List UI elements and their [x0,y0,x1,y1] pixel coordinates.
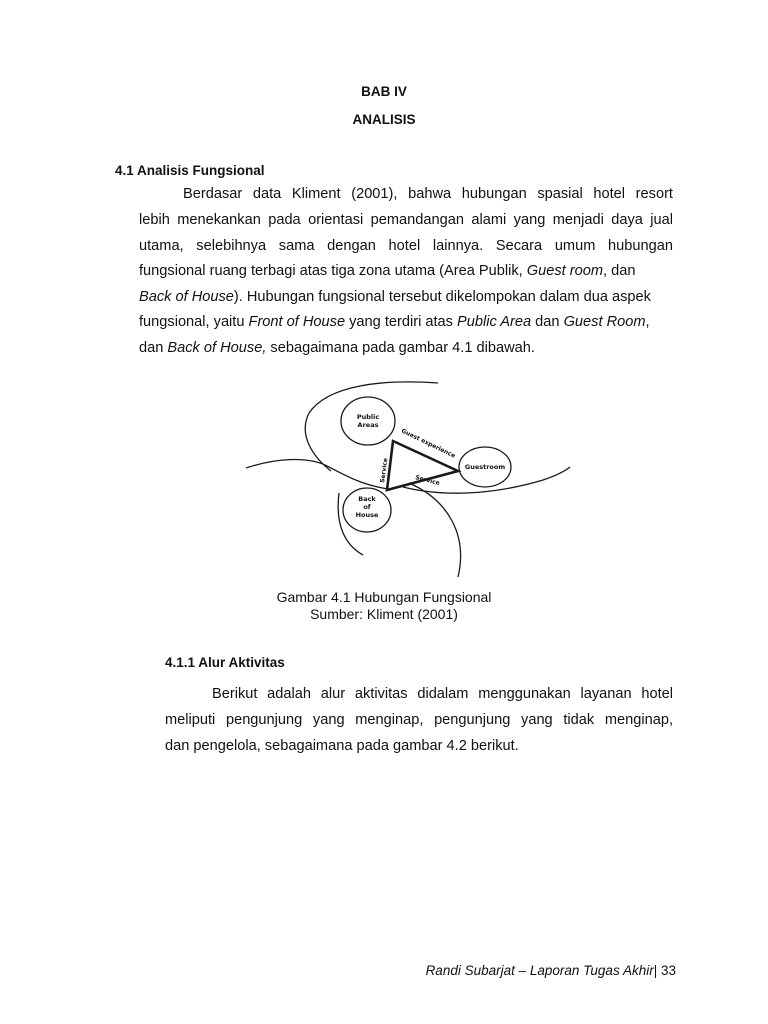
footer-author-report: Randi Subarjat – Laporan Tugas Akhir [425,963,654,978]
footer-separator: | [653,963,661,978]
paragraph-line: fungsional ruang terbagi atas tiga zona utama (Area Publik, Guest room, dan [139,263,636,279]
section-heading: 4.1 Analisis Fungsional [115,163,265,178]
curve-bottom [409,483,461,577]
emphasis-term: Back of House, [167,340,267,356]
paragraph-line: dan Back of House, sebagaimana pada gambar 4.1 dibawah. [139,340,535,356]
paragraph-line: lebih menekankan pada orientasi pemandangan alami yang menjadi daya jual [139,212,673,228]
curve-left [246,457,390,489]
page-footer [426,963,676,978]
functional-relationship-diagram [243,375,573,580]
node-label-areas: Areas [357,421,379,429]
page-number: 33 [660,963,676,978]
node-label-guestroom: Guestroom [464,463,506,471]
node-label-of: of [363,503,371,511]
paragraph-line: Berdasar data Kliment (2001), bahwa hubungan spasial hotel resort [183,186,673,202]
edge-label-service-left: Service [379,457,390,484]
emphasis-term: Back of House [139,289,234,305]
paragraph-line: meliputi pengunjung yang menginap, pengunjung yang tidak menginap, [165,712,673,728]
paragraph-line: dan pengelola, sebagaimana pada gambar 4.2 berikut. [165,738,519,754]
chapter-number: BAB IV [361,84,407,99]
edge-label-service-bottom: Service [414,474,441,487]
figure-caption: Gambar 4.1 Hubungan Fungsional [276,589,492,605]
figure-source: Sumber: Kliment (2001) [310,606,458,622]
paragraph-line: fungsional, yaitu Front of House yang terdiri atas Public Area dan Guest Room, [139,314,650,330]
emphasis-term: Front of House [248,314,346,330]
paragraph-line: utama, selebihnya sama dengan hotel lainnya. Secara umum hubungan [139,238,673,254]
emphasis-term: Public Area [457,314,532,330]
chapter-title: ANALISIS [352,112,416,127]
edge-label-guest-experience: Guest experience [400,427,457,460]
paragraph-line: Back of House). Hubungan fungsional tersebut dikelompokan dalam dua aspek [139,289,651,305]
node-label-public: Public [356,413,380,421]
diagram-canvas [243,375,573,580]
node-label-back: Back [358,495,376,503]
subsection-heading: 4.1.1 Alur Aktivitas [165,655,285,670]
node-label-house: House [355,511,379,519]
paragraph-line: Berikut adalah alur aktivitas didalam menggunakan layanan hotel [212,686,673,702]
emphasis-term: Guest room [526,263,604,279]
emphasis-term: Guest Room [563,314,646,330]
